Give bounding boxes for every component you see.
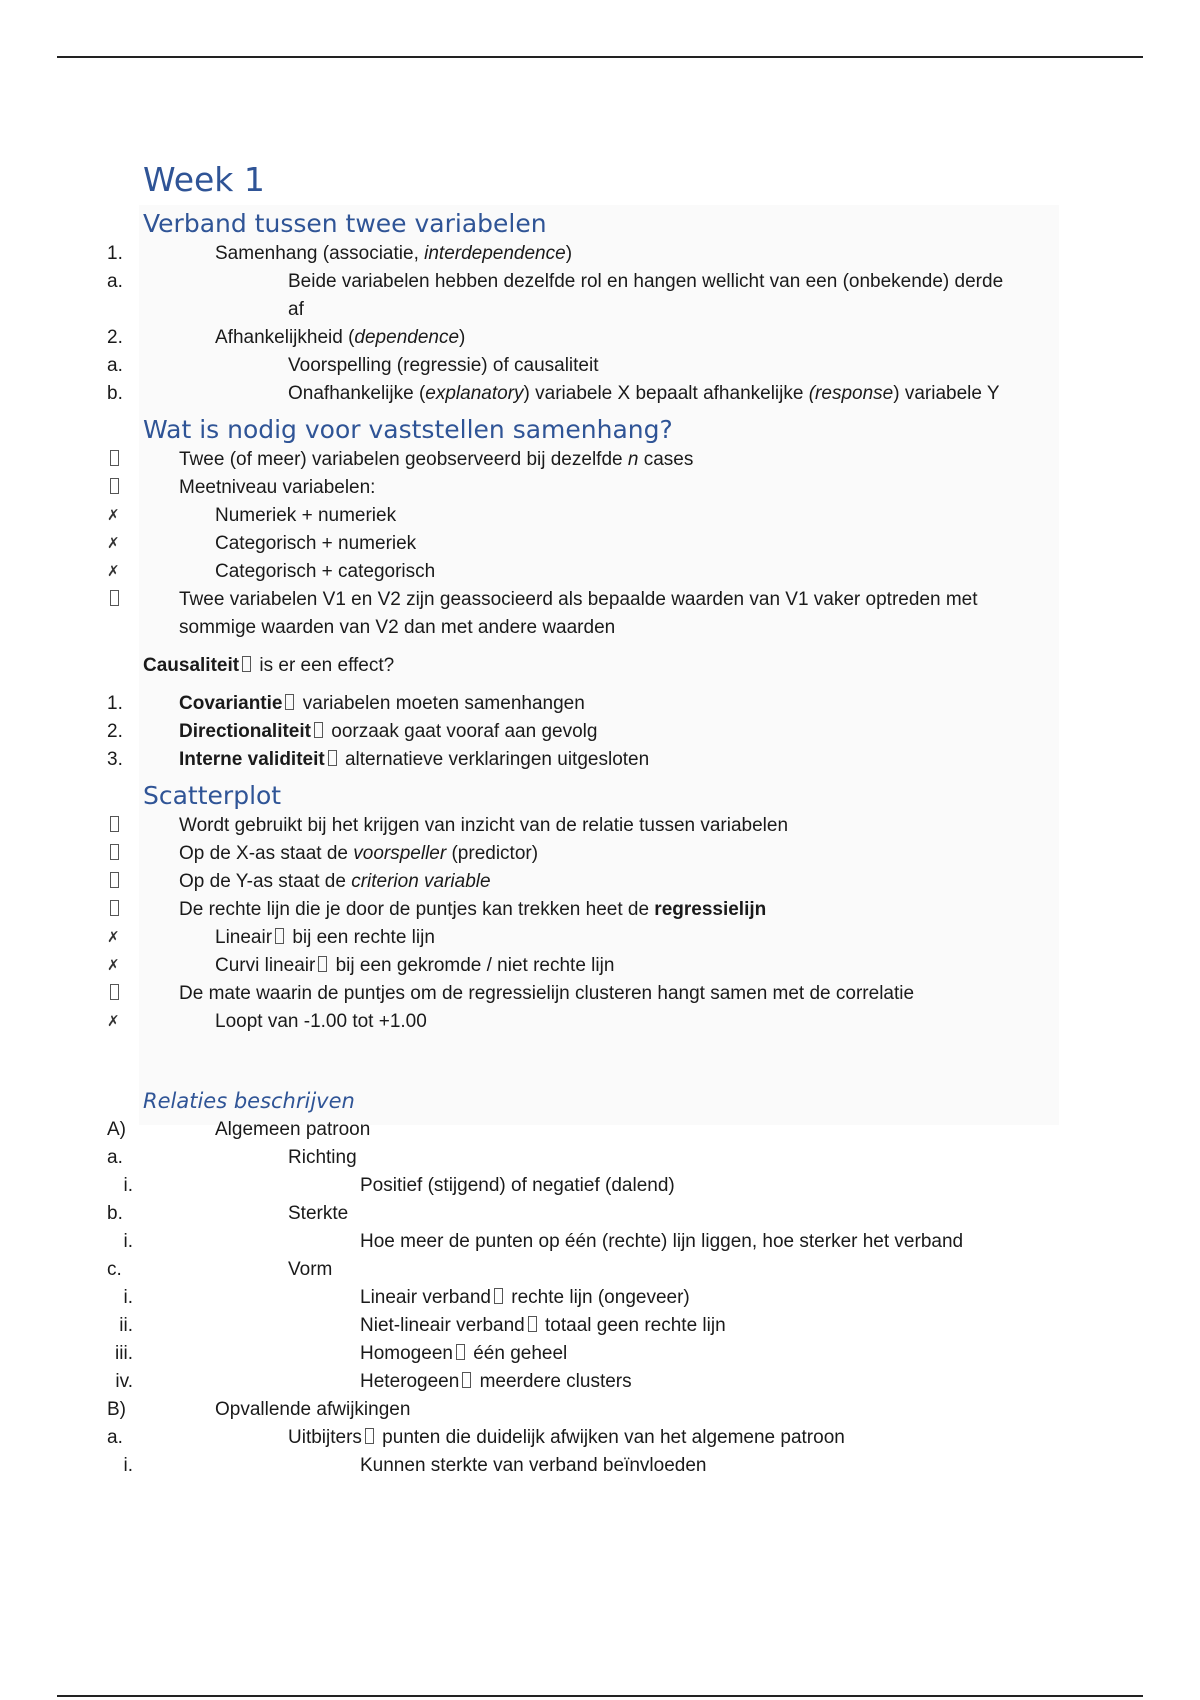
arrow-icon [242,656,251,672]
page-title: Week 1 [143,160,265,199]
bullet-icon [107,840,147,868]
list-letter: a. [107,1147,123,1168]
list-item: i. Hoe meer de punten op één (rechte) lijn liggen, hoe sterker het verband [143,1228,1063,1256]
list-letter: B) [107,1399,126,1420]
list-roman: i. [123,1287,133,1308]
bullet-icon [107,812,147,840]
arrow-icon [462,1372,471,1388]
list-item: ii. Niet-lineair verband totaal geen rechte lijn [143,1312,1063,1340]
list-letter: a. [107,1427,123,1448]
causality-line: Causaliteit is er een effect? [143,655,395,676]
arrow-icon [314,722,323,738]
list-roman: i. [123,1455,133,1476]
sub-bullet-icon: ✗ [107,507,120,524]
list-item: A) Algemeen patroon [143,1116,1063,1144]
sub-bullet-icon: ✗ [107,957,120,974]
footer-rule [57,1695,1143,1697]
list-item: De mate waarin de puntjes om de regressielijn clusteren hangt samen met de correlatie [143,980,1063,1008]
header-rule [57,56,1143,58]
list-item: i. Lineair verband rechte lijn (ongeveer) [143,1284,1063,1312]
heading-relaties: Relaties beschrijven [143,1089,355,1113]
list-item: Op de X-as staat de voorspeller (predictor) [143,840,1063,868]
bullet-icon [107,586,147,614]
bullet-icon [107,446,147,474]
list-item: a. Voorspelling (regressie) of causaliteit [143,352,1063,380]
arrow-icon [285,694,294,710]
list-item: i. Kunnen sterkte van verband beïnvloeden [143,1452,1063,1480]
list-item: ✗ Numeriek + numeriek [143,502,1063,530]
list-item: a. Uitbijters punten die duidelijk afwijken van het algemene patroon [143,1424,1063,1452]
list-roman: i. [123,1175,133,1196]
list-number: 2. [107,327,123,348]
list-letter: b. [107,1203,123,1224]
list-item: 2. Directionaliteit oorzaak gaat vooraf aan gevolg [143,718,1063,746]
list-item: Op de Y-as staat de criterion variable [143,868,1063,896]
list-item-continued: af [288,299,304,320]
list-item: 1. Covariantie variabelen moeten samenhangen [143,690,1063,718]
document-page [107,160,1063,1480]
list-item-continued: sommige waarden van V2 dan met andere waarden [179,617,616,638]
arrow-icon [318,956,327,972]
list-item: ✗ Curvi lineair bij een gekromde / niet rechte lijn [143,952,1063,980]
list-item: ✗ Categorisch + categorisch [143,558,1063,586]
heading-verband: Verband tussen twee variabelen [143,209,547,238]
list-item: a. Richting [143,1144,1063,1172]
list-item: b. Onafhankelijke (explanatory) variabele X bepaalt afhankelijke (response) variabele Y [143,380,1063,408]
bullet-icon [107,474,147,502]
list-number: 3. [107,749,123,770]
list-item: Meetniveau variabelen: [143,474,1063,502]
sub-bullet-icon: ✗ [107,1013,120,1030]
list-item: c. Vorm [143,1256,1063,1284]
list-item: a. Beide variabelen hebben dezelfde rol en hangen wellicht van een (onbekende) derde [143,268,1063,296]
list-item: Twee variabelen V1 en V2 zijn geassocieerd als bepaalde waarden van V1 vaker optreden met [143,586,1063,614]
arrow-icon [494,1288,503,1304]
list-letter: b. [107,383,123,404]
list-item: B) Opvallende afwijkingen [143,1396,1063,1424]
list-number: 2. [107,721,123,742]
arrow-icon [528,1316,537,1332]
list-item: iv. Heterogeen meerdere clusters [143,1368,1063,1396]
list-item: iii. Homogeen één geheel [143,1340,1063,1368]
arrow-icon [456,1344,465,1360]
list-roman: ii. [119,1315,133,1336]
list-letter: c. [107,1259,122,1280]
arrow-icon [275,928,284,944]
list-roman: i. [123,1231,133,1252]
list-item: 1. Samenhang (associatie, interdependence) [143,240,1063,268]
bullet-icon [107,896,147,924]
bullet-icon [107,980,147,1008]
list-letter: A) [107,1119,126,1140]
heading-samenhang: Wat is nodig voor vaststellen samenhang? [143,415,673,444]
bullet-icon [107,868,147,896]
list-item: b. Sterkte [143,1200,1063,1228]
list-number: 1. [107,243,123,264]
list-item: De rechte lijn die je door de puntjes kan trekken heet de regressielijn [143,896,1063,924]
list-item: Twee (of meer) variabelen geobserveerd bij dezelfde n cases [143,446,1063,474]
arrow-icon [365,1428,374,1444]
list-item: i. Positief (stijgend) of negatief (dalend) [143,1172,1063,1200]
sub-bullet-icon: ✗ [107,929,120,946]
sub-bullet-icon: ✗ [107,563,120,580]
list-roman: iii. [115,1343,133,1364]
list-letter: a. [107,355,123,376]
list-letter: a. [107,271,123,292]
list-number: 1. [107,693,123,714]
list-item: ✗ Lineair bij een rechte lijn [143,924,1063,952]
list-item: 3. Interne validiteit alternatieve verklaringen uitgesloten [143,746,1063,774]
list-item: ✗ Categorisch + numeriek [143,530,1063,558]
heading-scatterplot: Scatterplot [143,781,282,810]
list-item: ✗ Loopt van -1.00 tot +1.00 [143,1008,1063,1036]
arrow-icon [328,750,337,766]
sub-bullet-icon: ✗ [107,535,120,552]
list-roman: iv. [115,1371,133,1392]
list-item: 2. Afhankelijkheid (dependence) [143,324,1063,352]
list-item: Wordt gebruikt bij het krijgen van inzicht van de relatie tussen variabelen [143,812,1063,840]
